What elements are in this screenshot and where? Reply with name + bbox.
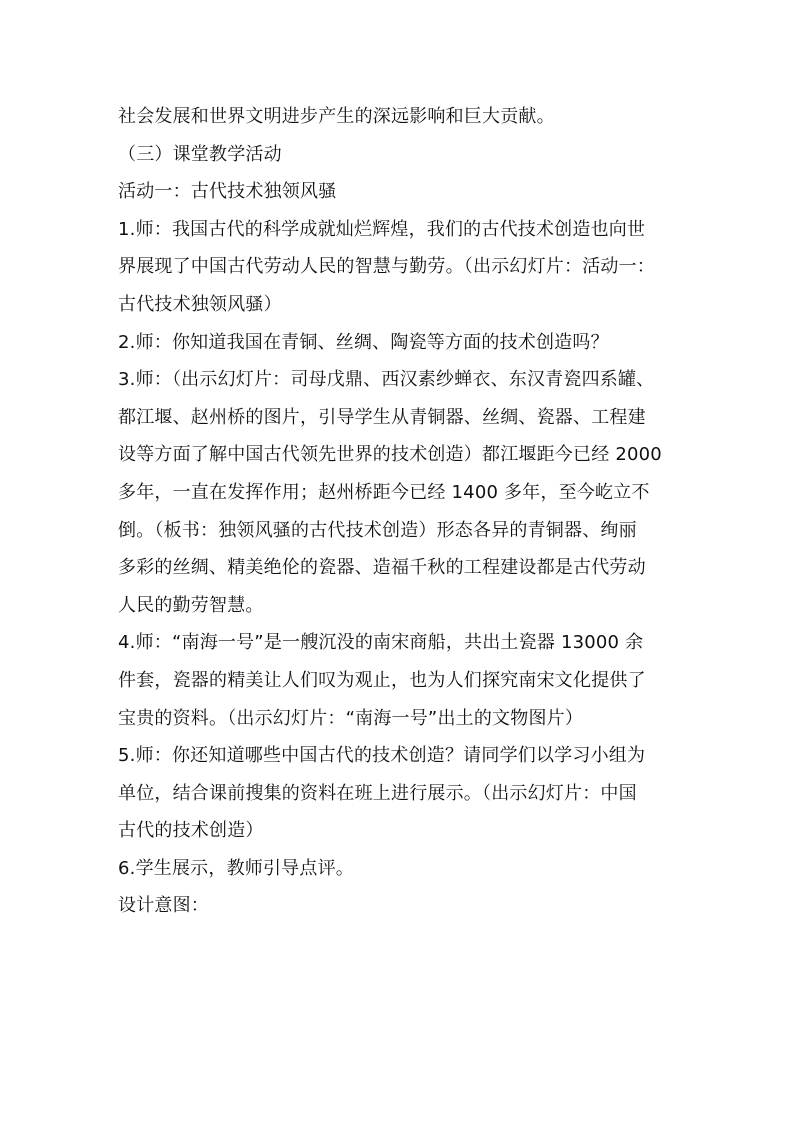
text-line: 4.师：“南海一号”是一艘沉没的南宋商船，共出土瓷器 13000 余 (118, 632, 644, 654)
text-line: 古代的技术创造） (118, 820, 264, 842)
document-body (118, 98, 678, 925)
section-heading: （三）课堂教学活动 (118, 143, 282, 165)
activity-heading: 活动一：古代技术独领风骚 (118, 181, 337, 203)
text-line: 社会发展和世界文明进步产生的深远影响和巨大贡献。 (118, 106, 555, 127)
text-line: 3.师：（出示幻灯片：司母戊鼎、西汉素纱蝉衣、东汉青瓷四系罐、 (118, 369, 655, 391)
text-line: 2.师：你知道我国在青铜、丝绸、陶瓷等方面的技术创造吗？ (118, 331, 609, 353)
text-line: 人民的勤劳智慧。 (118, 594, 264, 616)
text-line: 界展现了中国古代劳动人民的智慧与勤劳。（出示幻灯片：活动一： (118, 256, 655, 278)
text-line: 5.师：你还知道哪些中国古代的技术创造？请同学们以学习小组为 (118, 745, 646, 767)
text-line: 件套，瓷器的精美让人们叹为观止，也为人们探究南宋文化提供了 (118, 669, 646, 691)
text-line: 6.学生展示，教师引导点评。 (118, 857, 354, 879)
text-line: 单位，结合课前搜集的资料在班上进行展示。（出示幻灯片：中国 (118, 782, 637, 804)
text-line: 古代技术独领风骚） (118, 293, 282, 315)
text-line: 倒。（板书：独领风骚的古代技术创造）形态各异的青铜器、绚丽 (118, 519, 637, 541)
text-line: 1.师：我国古代的科学成就灿烂辉煌，我们的古代技术创造也向世 (118, 218, 646, 240)
text-line: 多彩的丝绸、精美绝伦的瓷器、造福千秋的工程建设都是古代劳动 (118, 557, 646, 579)
text-line: 都江堰、赵州桥的图片，引导学生从青铜器、丝绸、瓷器、工程建 (118, 406, 646, 428)
text-line: 设等方面了解中国古代领先世界的技术创造）都江堰距今已经 2000 (118, 444, 662, 466)
text-line: 宝贵的资料。（出示幻灯片：“南海一号”出土的文物图片） (118, 707, 584, 729)
design-intent-heading: 设计意图： (118, 895, 209, 917)
text-line: 多年，一直在发挥作用；赵州桥距今已经 1400 多年，至今屹立不 (118, 481, 650, 503)
